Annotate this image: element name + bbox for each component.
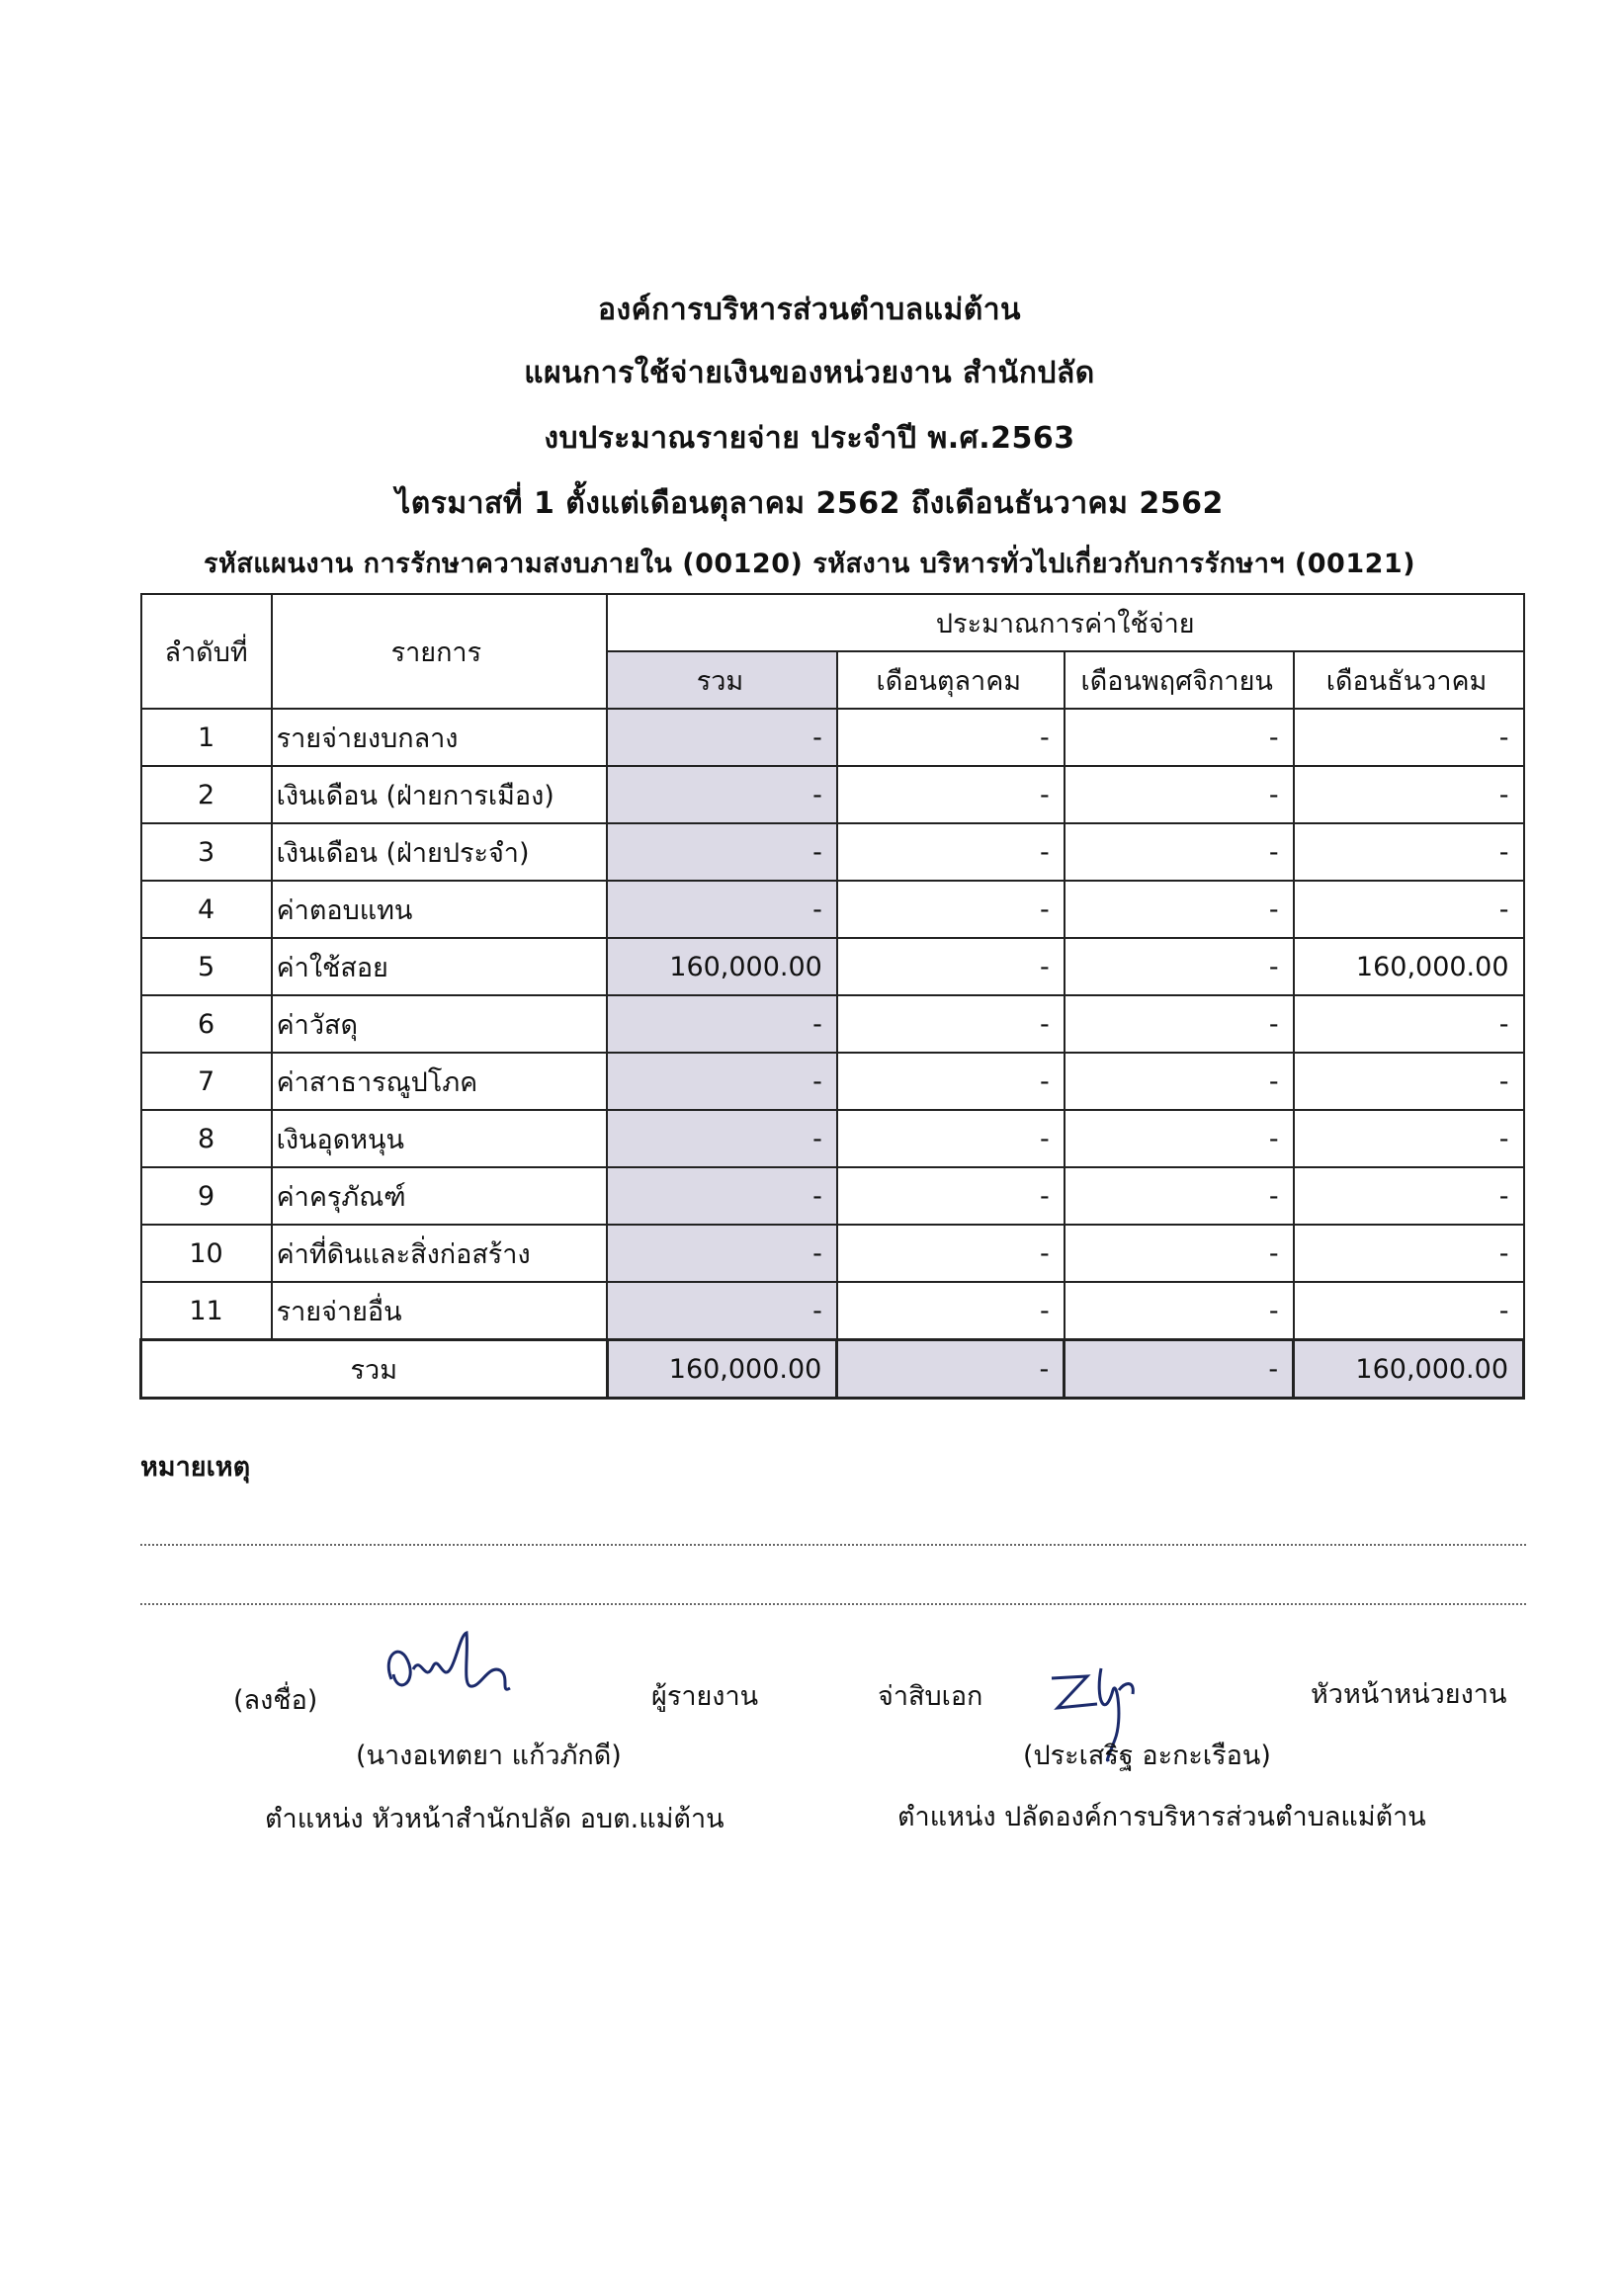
row-total: - bbox=[607, 766, 837, 823]
row-item: เงินเดือน (ฝ่ายการเมือง) bbox=[272, 766, 607, 823]
header-november: เดือนพฤศจิกายน bbox=[1065, 651, 1294, 709]
row-no: 7 bbox=[141, 1053, 272, 1110]
row-october: - bbox=[837, 1110, 1065, 1167]
row-total: - bbox=[607, 995, 837, 1053]
table-row bbox=[141, 1110, 1524, 1167]
total-december: 160,000.00 bbox=[1294, 1340, 1524, 1399]
row-december: - bbox=[1294, 995, 1524, 1053]
total-row bbox=[141, 1340, 1524, 1399]
header-no: ลำดับที่ bbox=[141, 594, 272, 709]
total-november: - bbox=[1065, 1340, 1294, 1399]
row-december: - bbox=[1294, 881, 1524, 938]
row-december: - bbox=[1294, 1282, 1524, 1340]
row-item: ค่าตอบแทน bbox=[272, 881, 607, 938]
remarks-label: หมายเหตุ bbox=[140, 1452, 251, 1483]
row-total: - bbox=[607, 1225, 837, 1282]
total-october: - bbox=[837, 1340, 1065, 1399]
table-row bbox=[141, 709, 1524, 766]
row-item: รายจ่ายงบกลาง bbox=[272, 709, 607, 766]
reporter-signature bbox=[372, 1625, 550, 1714]
row-november: - bbox=[1065, 823, 1294, 881]
row-november: - bbox=[1065, 938, 1294, 995]
reporter-role: ผู้รายงาน bbox=[651, 1681, 759, 1712]
row-november: - bbox=[1065, 995, 1294, 1053]
row-november: - bbox=[1065, 881, 1294, 938]
row-item: รายจ่ายอื่น bbox=[272, 1282, 607, 1340]
row-december: - bbox=[1294, 1053, 1524, 1110]
expense-plan-table bbox=[139, 593, 1525, 1400]
reporter-name: (นางอเทตยา แก้วภักดี) bbox=[356, 1741, 622, 1771]
org-title: องค์การบริหารส่วนตำบลแม่ต้าน bbox=[597, 293, 1022, 327]
row-no: 9 bbox=[141, 1167, 272, 1225]
row-december: - bbox=[1294, 709, 1524, 766]
total-label: รวม bbox=[141, 1340, 608, 1399]
table-row bbox=[141, 766, 1524, 823]
table-row bbox=[141, 938, 1524, 995]
row-october: - bbox=[837, 938, 1065, 995]
row-october: - bbox=[837, 766, 1065, 823]
header-total: รวม bbox=[607, 651, 837, 709]
table-row bbox=[141, 1225, 1524, 1282]
head-role: หัวหน้าหน่วยงาน bbox=[1311, 1679, 1507, 1710]
row-total: - bbox=[607, 709, 837, 766]
row-no: 10 bbox=[141, 1225, 272, 1282]
row-october: - bbox=[837, 1167, 1065, 1225]
row-total: 160,000.00 bbox=[607, 938, 837, 995]
reporter-position: ตำแหน่ง หัวหน้าสำนักปลัด อบต.แม่ต้าน bbox=[265, 1804, 724, 1834]
row-december: - bbox=[1294, 1225, 1524, 1282]
header-item: รายการ bbox=[272, 594, 607, 709]
row-december: - bbox=[1294, 823, 1524, 881]
row-november: - bbox=[1065, 1110, 1294, 1167]
row-october: - bbox=[837, 995, 1065, 1053]
total-sum: 160,000.00 bbox=[607, 1340, 837, 1399]
row-no: 4 bbox=[141, 881, 272, 938]
row-october: - bbox=[837, 1282, 1065, 1340]
row-october: - bbox=[837, 709, 1065, 766]
row-total: - bbox=[607, 823, 837, 881]
header-october: เดือนตุลาคม bbox=[837, 651, 1065, 709]
row-item: ค่าสาธารณูปโภค bbox=[272, 1053, 607, 1110]
row-no: 3 bbox=[141, 823, 272, 881]
plan-title: แผนการใช้จ่ายเงินของหน่วยงาน สำนักปลัด bbox=[524, 356, 1095, 390]
sign-label: (ลงชื่อ) bbox=[233, 1685, 318, 1716]
head-name: (ประเสริฐ อะกะเรือน) bbox=[1023, 1741, 1271, 1771]
row-no: 6 bbox=[141, 995, 272, 1053]
row-total: - bbox=[607, 881, 837, 938]
row-total: - bbox=[607, 1282, 837, 1340]
row-october: - bbox=[837, 823, 1065, 881]
row-october: - bbox=[837, 1225, 1065, 1282]
row-item: ค่าครุภัณฑ์ bbox=[272, 1167, 607, 1225]
table-row bbox=[141, 995, 1524, 1053]
row-november: - bbox=[1065, 1282, 1294, 1340]
row-no: 11 bbox=[141, 1282, 272, 1340]
row-item: เงินเดือน (ฝ่ายประจำ) bbox=[272, 823, 607, 881]
row-no: 5 bbox=[141, 938, 272, 995]
row-december: 160,000.00 bbox=[1294, 938, 1524, 995]
head-rank: จ่าสิบเอก bbox=[878, 1681, 983, 1712]
remarks-line-2 bbox=[140, 1603, 1526, 1605]
row-december: - bbox=[1294, 766, 1524, 823]
row-item: ค่าที่ดินและสิ่งก่อสร้าง bbox=[272, 1225, 607, 1282]
budget-title: งบประมาณรายจ่าย ประจำปี พ.ศ.2563 bbox=[544, 421, 1075, 456]
table-row bbox=[141, 881, 1524, 938]
row-item: ค่าวัสดุ bbox=[272, 995, 607, 1053]
row-no: 2 bbox=[141, 766, 272, 823]
row-november: - bbox=[1065, 766, 1294, 823]
row-no: 1 bbox=[141, 709, 272, 766]
row-december: - bbox=[1294, 1110, 1524, 1167]
row-october: - bbox=[837, 881, 1065, 938]
table-row bbox=[141, 1167, 1524, 1225]
quarter-title: ไตรมาสที่ 1 ตั้งแต่เดือนตุลาคม 2562 ถึงเดือนธันวาคม 2562 bbox=[395, 486, 1224, 521]
row-december: - bbox=[1294, 1167, 1524, 1225]
row-total: - bbox=[607, 1053, 837, 1110]
head-position: ตำแหน่ง ปลัดองค์การบริหารส่วนตำบลแม่ต้าน bbox=[897, 1802, 1426, 1832]
row-total: - bbox=[607, 1110, 837, 1167]
table-row bbox=[141, 823, 1524, 881]
row-november: - bbox=[1065, 1225, 1294, 1282]
row-item: ค่าใช้สอย bbox=[272, 938, 607, 995]
remarks-line-1 bbox=[140, 1544, 1526, 1546]
row-november: - bbox=[1065, 1053, 1294, 1110]
plan-codes: รหัสแผนงาน การรักษาความสงบภายใน (00120) รหัสงาน บริหารทั่วไปเกี่ยวกับการรักษาฯ (00121) bbox=[203, 549, 1416, 579]
row-no: 8 bbox=[141, 1110, 272, 1167]
table-row bbox=[141, 1282, 1524, 1340]
header-december: เดือนธันวาคม bbox=[1294, 651, 1524, 709]
row-item: เงินอุดหนุน bbox=[272, 1110, 607, 1167]
table-row bbox=[141, 1053, 1524, 1110]
row-october: - bbox=[837, 1053, 1065, 1110]
row-total: - bbox=[607, 1167, 837, 1225]
row-november: - bbox=[1065, 709, 1294, 766]
row-november: - bbox=[1065, 1167, 1294, 1225]
header-estimate-group: ประมาณการค่าใช้จ่าย bbox=[607, 594, 1523, 651]
